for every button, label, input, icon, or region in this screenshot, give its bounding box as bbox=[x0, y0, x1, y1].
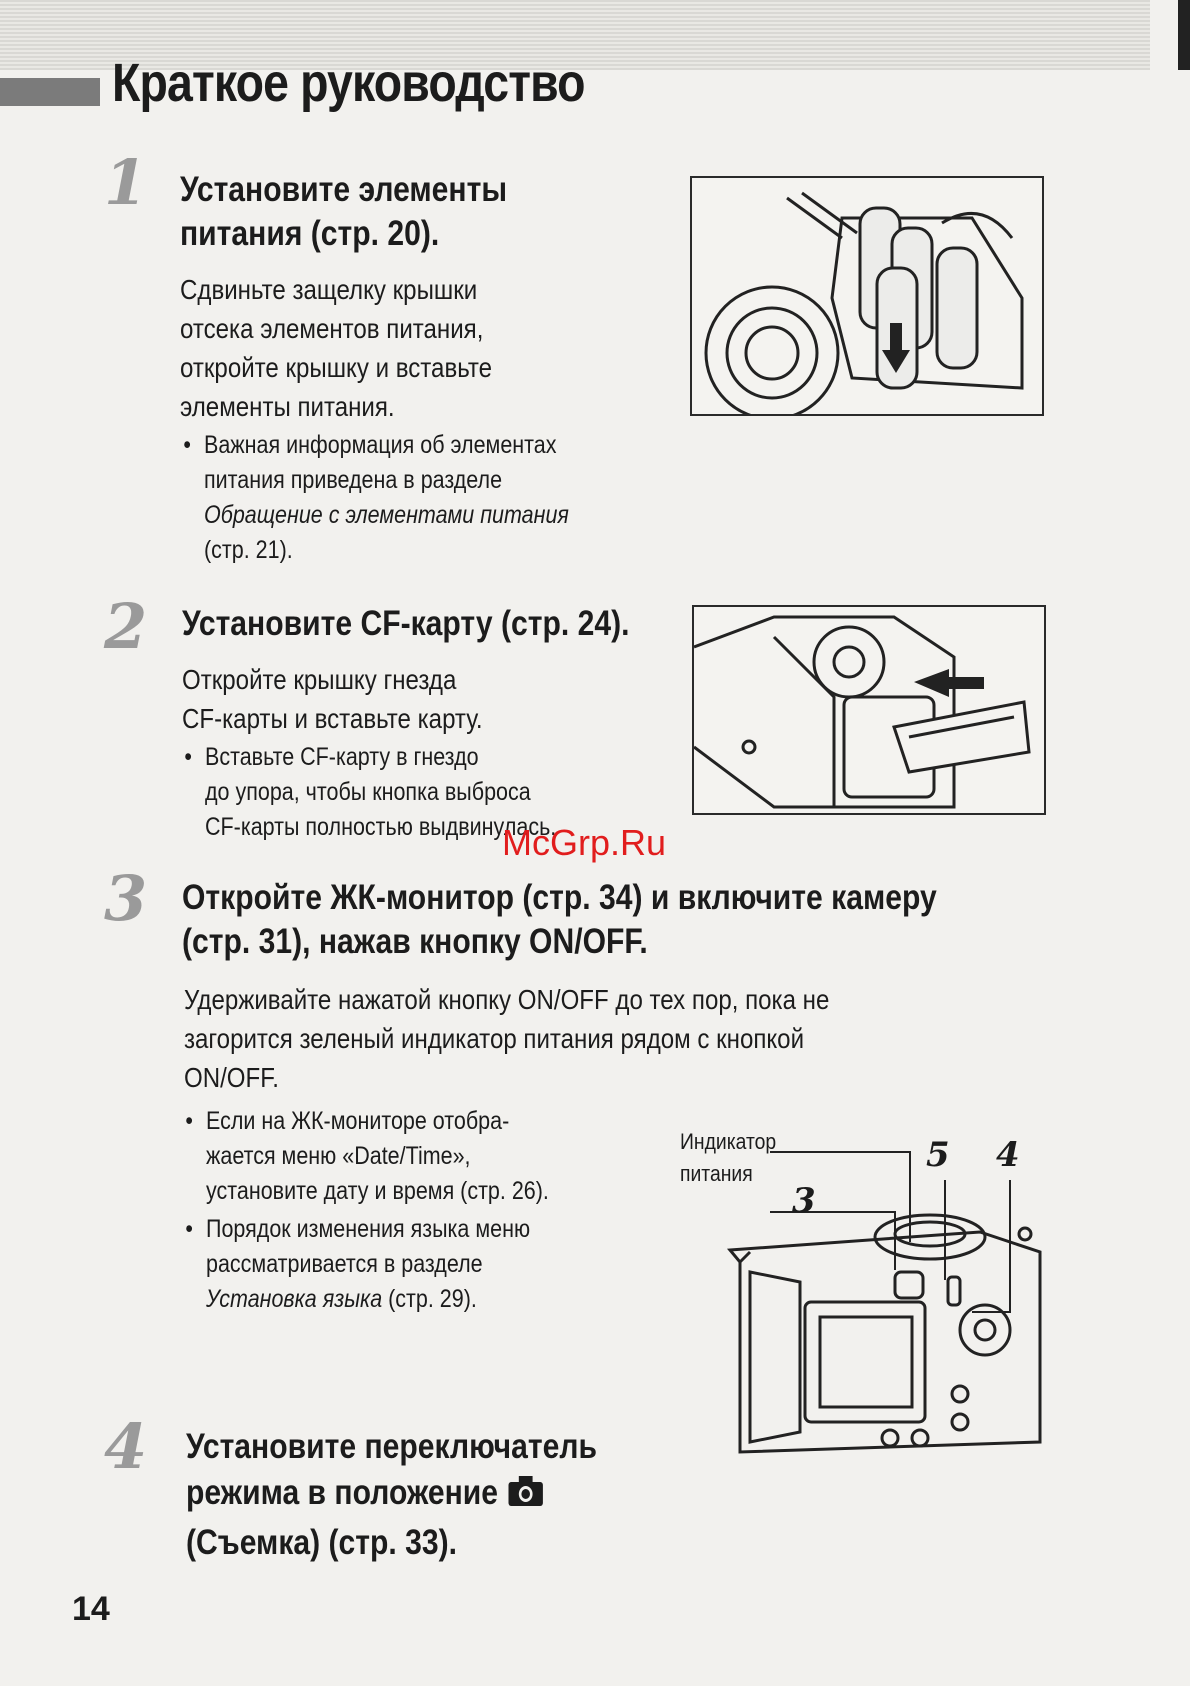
page-number: 14 bbox=[72, 1590, 110, 1628]
title-bar-decoration bbox=[0, 78, 100, 106]
page-edge bbox=[1178, 0, 1190, 70]
power-indicator-label: Индикатор питания bbox=[680, 1129, 777, 1186]
step-4-number: 4 bbox=[104, 1410, 148, 1483]
battery-illustration bbox=[692, 178, 1042, 414]
step-3-title: Откройте ЖК-монитор (стр. 34) и включите камеру (стр. 31), нажав кнопку ON/OFF. bbox=[182, 878, 937, 961]
step-2-bullet: • Вставьте CF-карту в гнездо до упора, чтобы кнопка выброса CF-карты полностью выдвинулась. bbox=[205, 740, 556, 845]
step-2-body: Откройте крышку гнезда CF-карты и вставьте карту. bbox=[182, 664, 483, 734]
step-1-title: Установите элементы питания (стр. 20). bbox=[180, 170, 508, 253]
bullet-dot: • bbox=[185, 1107, 193, 1135]
step-3-body: Удерживайте нажатой кнопку ON/OFF до тех пор, пока не загорится зеленый индикатор питания рядом с кнопкой ON/OFF. bbox=[184, 984, 830, 1093]
camera-icon bbox=[506, 1474, 544, 1520]
battery-insertion-figure bbox=[690, 176, 1044, 416]
callout-5: 5 bbox=[926, 1135, 950, 1175]
step-1-body: Сдвиньте защелку крышки отсека элементов питания, откройте крышку и вставьте элементы питания. bbox=[180, 274, 493, 422]
callout-4: 4 bbox=[996, 1135, 1020, 1175]
bullet-dot: • bbox=[184, 743, 192, 771]
page-title: Краткое руководство bbox=[112, 53, 585, 113]
cf-card-illustration bbox=[694, 607, 1044, 813]
cf-card-figure bbox=[692, 605, 1046, 815]
step-3-bullet-2: • Порядок изменения языка меню рассматривается в разделе Установка языка (стр. 29). bbox=[206, 1212, 530, 1317]
step-2-title: Установите CF-карту (стр. 24). bbox=[182, 604, 630, 643]
step-1-bullet: • Важная информация об элементах питания приведена в разделе Обращение с элементами питания (стр. 21). bbox=[204, 428, 569, 568]
step-1-number: 1 bbox=[104, 146, 148, 219]
step-3-number: 3 bbox=[104, 862, 148, 935]
step-4-title: Установите переключатель режима в положение (Съемка) (стр. 33). bbox=[186, 1427, 597, 1562]
step-3-bullet-1: • Если на ЖК-мониторе отобра- жается меню «Date/Time», установите дату и время (стр. 26). bbox=[206, 1104, 549, 1209]
bullet-dot: • bbox=[183, 431, 191, 459]
camera-back-figure bbox=[680, 1122, 1060, 1462]
callout-3: 3 bbox=[792, 1181, 816, 1221]
bullet-dot: • bbox=[185, 1215, 193, 1243]
watermark: McGrp.Ru bbox=[502, 822, 667, 863]
step-2-number: 2 bbox=[104, 590, 148, 663]
